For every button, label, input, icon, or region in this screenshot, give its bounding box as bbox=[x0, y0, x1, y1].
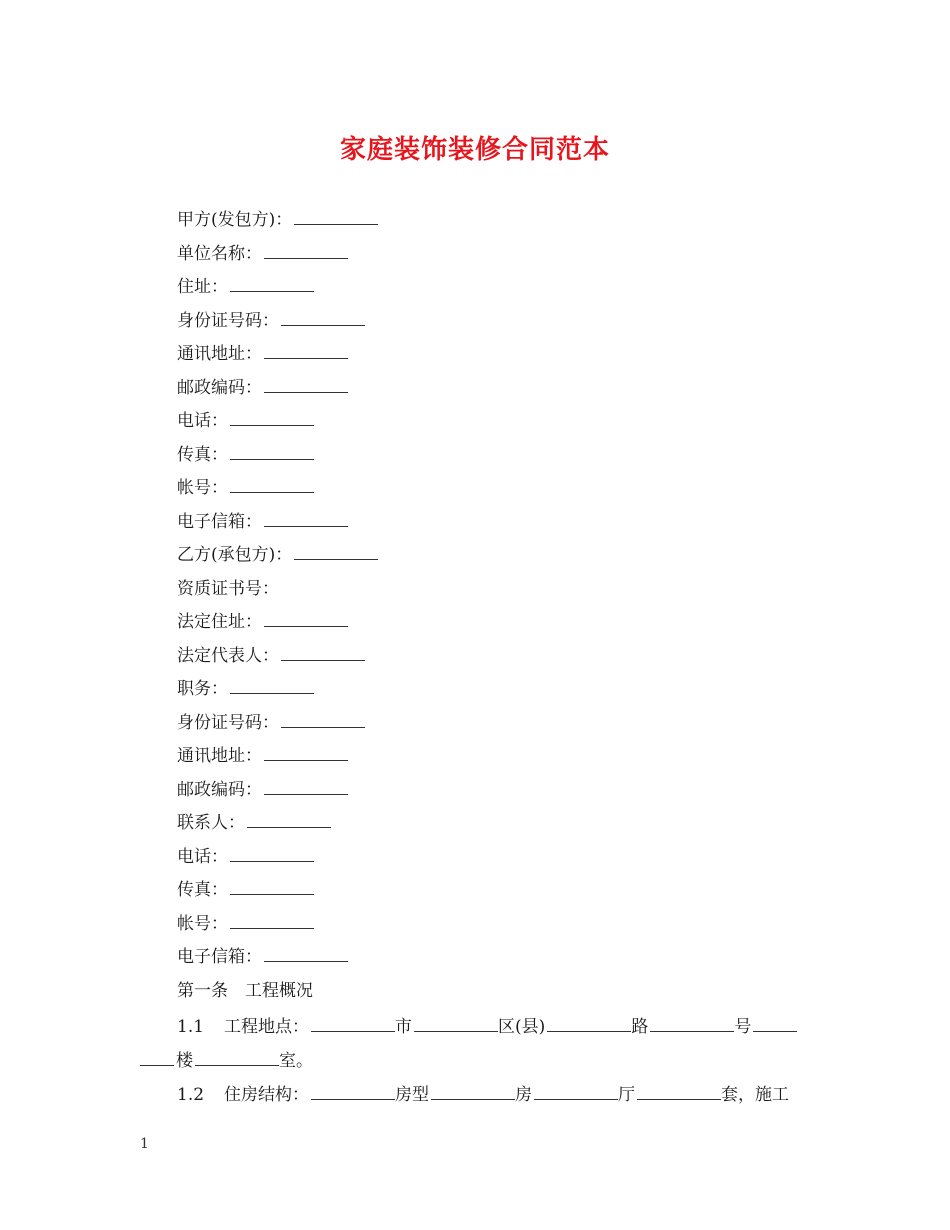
blank-line bbox=[247, 826, 331, 828]
field-party-a: 甲方(发包方)： bbox=[177, 204, 817, 238]
field-company-name: 单位名称： bbox=[177, 238, 817, 272]
field-legal-address: 法定住址： bbox=[177, 606, 817, 640]
blank-line bbox=[281, 659, 365, 661]
field-postal-code-b: 邮政编码： bbox=[177, 774, 817, 808]
field-id-number-b: 身份证号码： bbox=[177, 707, 817, 741]
field-mailing-address-b: 通讯地址： bbox=[177, 740, 817, 774]
blank-line bbox=[311, 1030, 395, 1032]
field-email-b: 电子信箱： bbox=[177, 941, 817, 975]
blank-line bbox=[230, 458, 314, 460]
blank-line bbox=[140, 1064, 174, 1066]
blank-line bbox=[264, 357, 348, 359]
field-address: 住址： bbox=[177, 271, 817, 305]
field-id-number: 身份证号码： bbox=[177, 305, 817, 339]
blank-line bbox=[230, 290, 314, 292]
blank-line bbox=[311, 1098, 395, 1100]
article-1-heading: 第一条 工程概况 bbox=[177, 980, 313, 1001]
field-account-b: 帐号： bbox=[177, 908, 817, 942]
article-1-1-line1: 1.1 工程地点： 市 区(县) 路 号 bbox=[177, 1010, 797, 1044]
blank-line bbox=[264, 759, 348, 761]
blank-line bbox=[230, 424, 314, 426]
article-1-2-line1: 1.2 住房结构： 房型 房 厅 套，施工 bbox=[177, 1085, 790, 1105]
field-party-b: 乙方(承包方)： bbox=[177, 539, 817, 573]
field-fax: 传真： bbox=[177, 439, 817, 473]
blank-line bbox=[195, 1064, 279, 1066]
field-position: 职务： bbox=[177, 673, 817, 707]
blank-line bbox=[281, 726, 365, 728]
blank-line bbox=[753, 1030, 797, 1032]
field-phone-b: 电话： bbox=[177, 841, 817, 875]
field-account: 帐号： bbox=[177, 472, 817, 506]
blank-line bbox=[264, 257, 348, 259]
blank-line bbox=[230, 692, 314, 694]
field-mailing-address: 通讯地址： bbox=[177, 338, 817, 372]
blank-line bbox=[650, 1030, 734, 1032]
blank-line bbox=[230, 893, 314, 895]
blank-line bbox=[264, 960, 348, 962]
blank-line bbox=[230, 860, 314, 862]
blank-line bbox=[534, 1098, 618, 1100]
field-contact: 联系人： bbox=[177, 807, 817, 841]
field-email: 电子信箱： bbox=[177, 506, 817, 540]
field-legal-rep: 法定代表人： bbox=[177, 640, 817, 674]
blank-line bbox=[294, 558, 378, 560]
blank-line bbox=[414, 1030, 498, 1032]
page-number: 1 bbox=[140, 1136, 149, 1152]
field-cert-number: 资质证书号： bbox=[177, 578, 279, 599]
blank-line bbox=[547, 1030, 631, 1032]
field-postal-code: 邮政编码： bbox=[177, 372, 817, 406]
field-fax-b: 传真： bbox=[177, 874, 817, 908]
blank-line bbox=[281, 324, 365, 326]
blank-line bbox=[637, 1098, 721, 1100]
blank-line bbox=[264, 625, 348, 627]
article-1-1-line2: 楼 室。 bbox=[140, 1044, 313, 1078]
document-title: 家庭装饰装修合同范本 bbox=[339, 135, 610, 165]
party-fields bbox=[177, 204, 817, 1008]
blank-line bbox=[230, 927, 314, 929]
field-phone: 电话： bbox=[177, 405, 817, 439]
blank-line bbox=[264, 391, 348, 393]
blank-line bbox=[264, 525, 348, 527]
blank-line bbox=[431, 1098, 515, 1100]
blank-line bbox=[264, 793, 348, 795]
blank-line bbox=[294, 223, 378, 225]
blank-line bbox=[230, 491, 314, 493]
